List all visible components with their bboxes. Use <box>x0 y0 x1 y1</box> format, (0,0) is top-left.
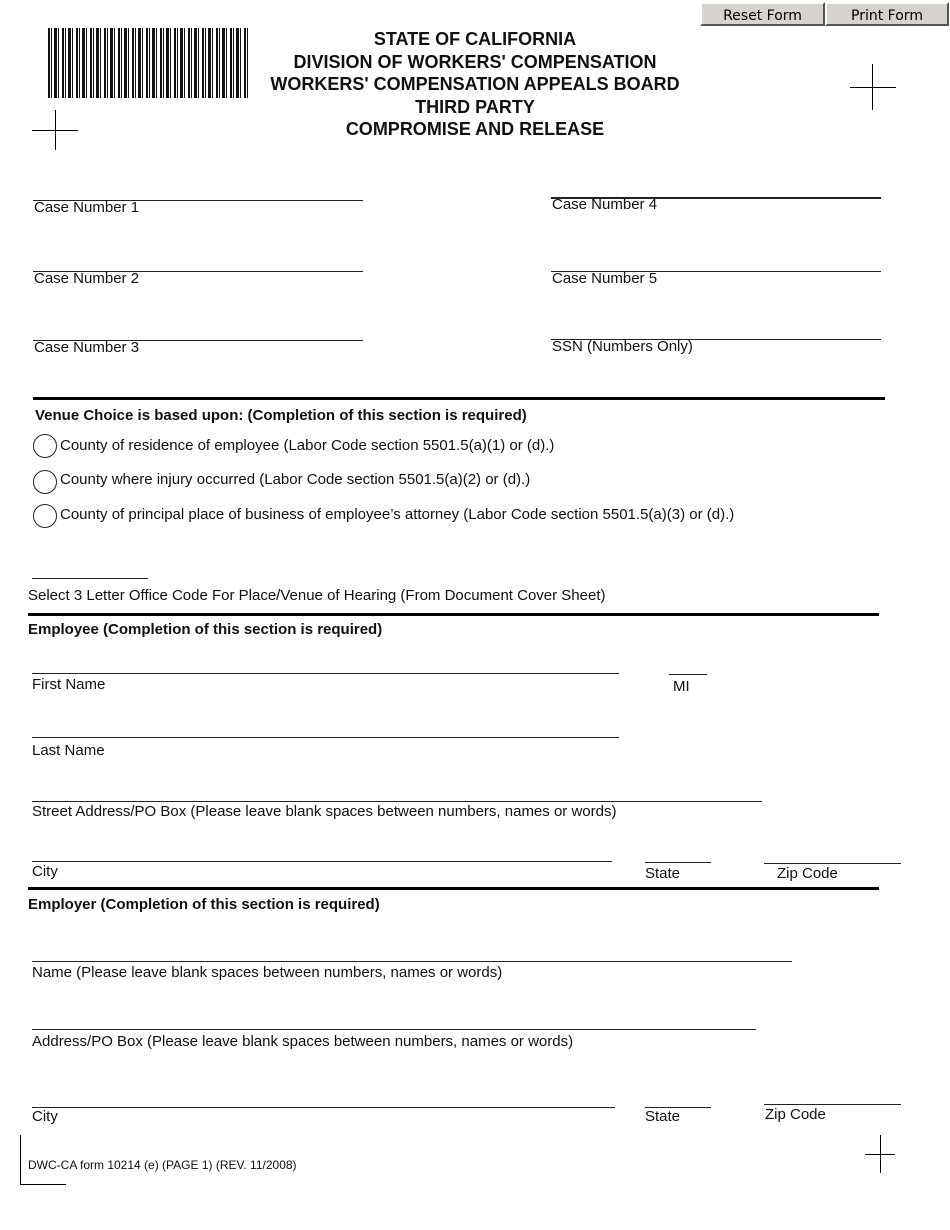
employee-first-name-field[interactable] <box>32 673 619 674</box>
employer-city-field[interactable] <box>32 1107 615 1108</box>
title-line-4: THIRD PARTY <box>415 96 535 117</box>
employee-city-label: City <box>32 863 58 880</box>
title-line-5: COMPROMISE AND RELEASE <box>345 119 605 139</box>
section-divider <box>33 397 885 400</box>
employer-address-field[interactable] <box>32 1029 756 1030</box>
print-form-button[interactable]: Print Form <box>825 2 949 26</box>
office-code-field[interactable] <box>32 578 148 579</box>
employee-heading: Employee (Completion of this section is required) <box>28 621 383 638</box>
venue-option-injury: County where injury occurred (Labor Code section 5501.5(a)(2) or (d).) <box>60 471 531 488</box>
employer-heading: Employer (Completion of this section is required) <box>28 896 380 913</box>
employer-zip-label: Zip Code <box>765 1106 826 1123</box>
employee-street-label: Street Address/PO Box (Please leave blank spaces between numbers, names or words) <box>32 803 617 820</box>
employee-last-name-field[interactable] <box>32 737 619 738</box>
employee-first-name-label: First Name <box>32 676 106 693</box>
employee-city-field[interactable] <box>32 861 612 862</box>
employer-zip-field[interactable] <box>764 1104 901 1105</box>
employee-state-label: State <box>645 865 681 882</box>
ssn-label: SSN (Numbers Only) <box>552 338 693 355</box>
case-number-3-label: Case Number 3 <box>34 339 140 356</box>
title-line-2: DIVISION OF WORKERS' COMPENSATION <box>293 51 657 72</box>
reset-form-button[interactable]: Reset Form <box>700 2 825 26</box>
venue-radio-injury[interactable] <box>33 470 57 494</box>
case-number-4-label: Case Number 4 <box>552 196 658 213</box>
employer-city-label: City <box>32 1108 58 1125</box>
employee-state-field[interactable] <box>645 862 711 863</box>
form-footer: DWC-CA form 10214 (e) (PAGE 1) (REV. 11/2008) <box>28 1158 297 1172</box>
employee-zip-field[interactable] <box>764 863 901 864</box>
employee-mi-field[interactable] <box>669 674 707 675</box>
employee-mi-label: MI <box>673 678 690 695</box>
venue-heading: Venue Choice is based upon: (Completion of this section is required) <box>35 407 527 424</box>
title-line-3: WORKERS' COMPENSATION APPEALS BOARD <box>270 74 680 94</box>
venue-option-attorney: County of principal place of business of employee’s attorney (Labor Code section 5501.5(a)(3) or (d).) <box>60 506 735 523</box>
case-number-2-label: Case Number 2 <box>34 270 140 287</box>
section-divider <box>28 887 879 890</box>
employer-address-label: Address/PO Box (Please leave blank spaces between numbers, names or words) <box>32 1033 574 1050</box>
case-number-5-label: Case Number 5 <box>552 270 658 287</box>
office-code-label: Select 3 Letter Office Code For Place/Venue of Hearing (From Document Cover Sheet) <box>28 587 606 604</box>
employee-last-name-label: Last Name <box>32 742 105 759</box>
employer-name-label: Name (Please leave blank spaces between numbers, names or words) <box>32 964 503 981</box>
venue-radio-attorney[interactable] <box>33 504 57 528</box>
employee-street-field[interactable] <box>32 801 762 802</box>
barcode <box>48 28 248 98</box>
employee-zip-label: Zip Code <box>777 865 838 882</box>
title-line-1: STATE OF CALIFORNIA <box>373 29 577 49</box>
venue-radio-residence[interactable] <box>33 434 57 458</box>
employer-state-label: State <box>645 1108 681 1125</box>
form-title <box>250 28 700 141</box>
venue-option-residence: County of residence of employee (Labor Code section 5501.5(a)(1) or (d).) <box>60 437 555 454</box>
case-number-1-label: Case Number 1 <box>34 199 140 216</box>
section-divider <box>28 613 879 616</box>
employer-name-field[interactable] <box>32 961 792 962</box>
